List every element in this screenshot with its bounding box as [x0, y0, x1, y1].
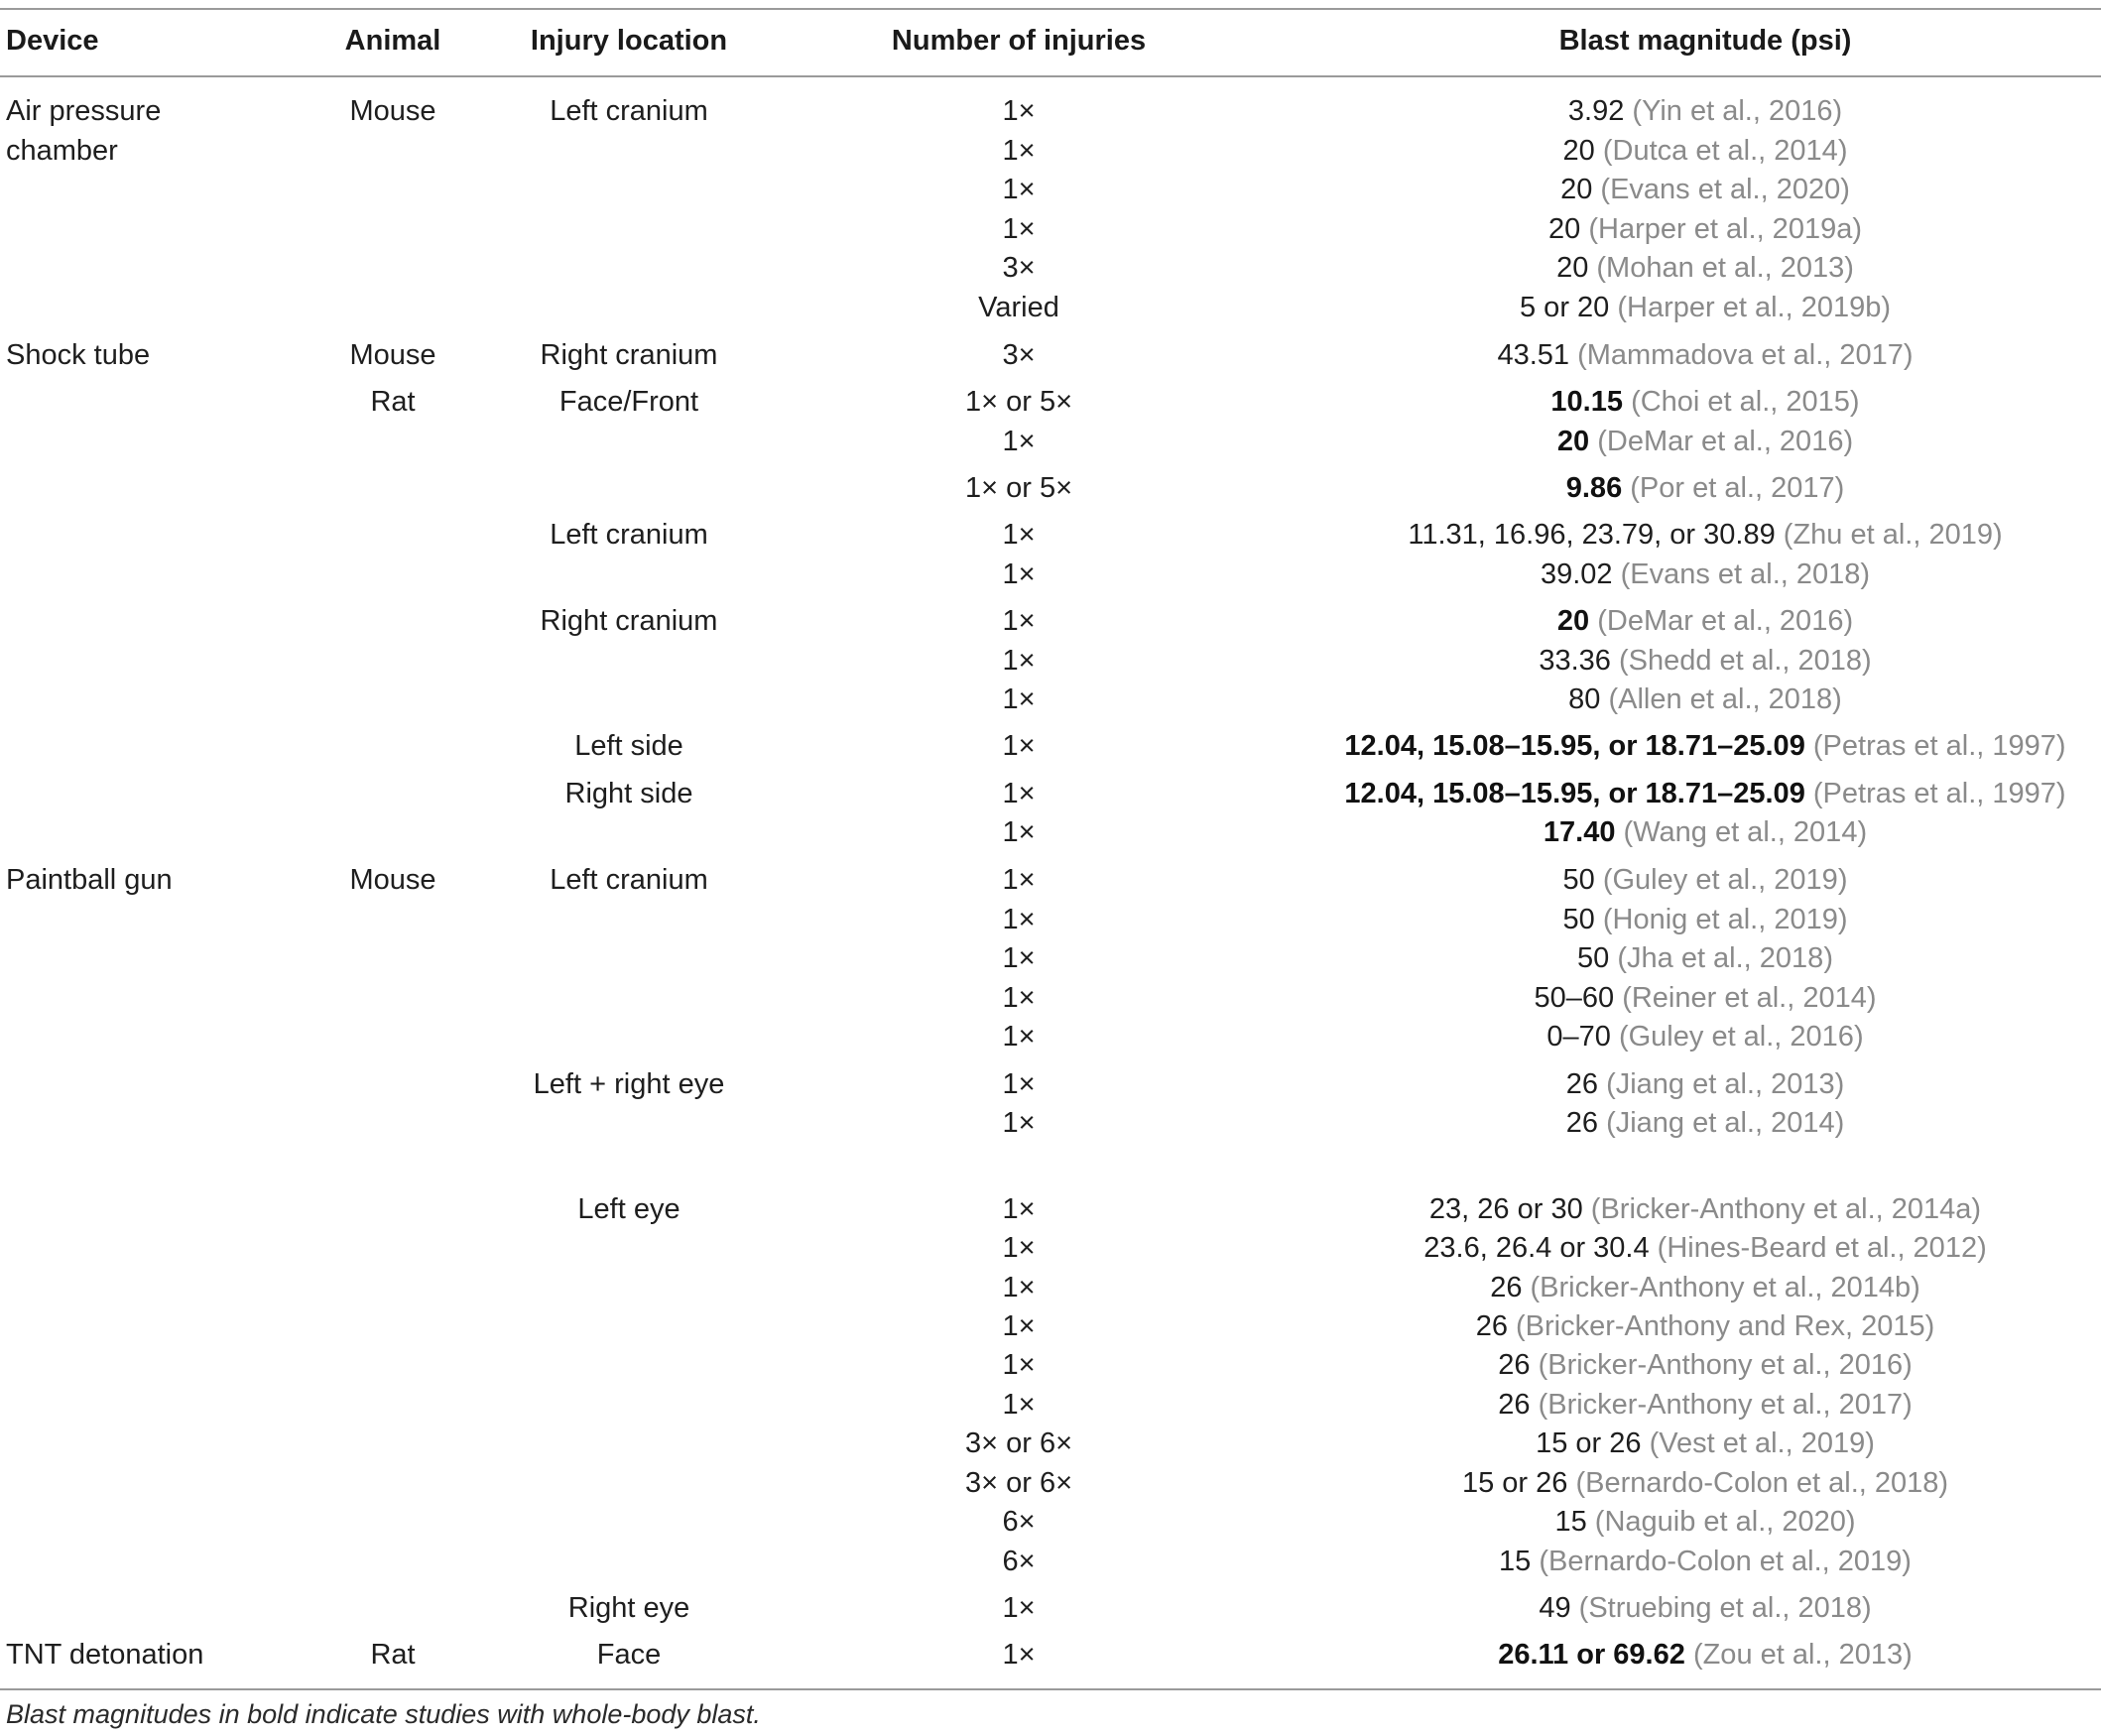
blast-value: 26 — [1565, 1107, 1598, 1139]
number-of-injuries-cell-text: 1× — [1002, 213, 1036, 245]
number-of-injuries-cell-text: Varied — [978, 292, 1059, 323]
number-of-injuries-cell-text: 1× — [1002, 1107, 1036, 1139]
blast-magnitude-content — [1534, 979, 1876, 1017]
blast-magnitude-content — [1557, 602, 1853, 640]
blast-magnitude-content — [1554, 1503, 1855, 1541]
blast-magnitude-content — [1344, 727, 2065, 765]
number-of-injuries-cell-text: 1× — [1002, 1021, 1036, 1053]
header-number-text: Number of injuries — [891, 25, 1147, 57]
citation-link[interactable]: (Bricker-Anthony and Rex, 2015) — [1516, 1310, 1935, 1342]
injury-location-cell-text: Left eye — [577, 1193, 680, 1225]
citation-link[interactable]: (Harper et al., 2019b) — [1617, 292, 1892, 323]
number-of-injuries-cell-text: 1× — [1002, 904, 1036, 935]
blast-value: 26.11 or 69.62 — [1498, 1639, 1685, 1671]
number-of-injuries-cell-text: 1× — [1002, 942, 1036, 974]
citation-link[interactable]: (Vest et al., 2019) — [1649, 1427, 1875, 1459]
animal-cell-text: Mouse — [349, 339, 436, 371]
blast-value: 50 — [1562, 904, 1595, 935]
blast-value: 43.51 — [1497, 339, 1570, 371]
number-of-injuries-cell-text: 6× — [1002, 1546, 1036, 1577]
table-header-rule — [0, 75, 2101, 77]
number-of-injuries-cell-text: 1× — [1002, 730, 1036, 762]
header-device: Device — [6, 25, 99, 57]
injury-location-cell-text: Left cranium — [550, 95, 708, 127]
number-of-injuries-cell-text: 1× — [1002, 816, 1036, 848]
injury-location-cell-text: Right side — [564, 778, 693, 809]
citation-link[interactable]: (DeMar et al., 2016) — [1597, 426, 1854, 457]
animal-cell-text: Mouse — [349, 95, 436, 127]
animal-cell-text: Mouse — [349, 864, 436, 896]
number-of-injuries-cell-text: 1× — [1002, 1592, 1036, 1624]
citation-link[interactable]: (Dutca et al., 2014) — [1602, 135, 1848, 167]
blast-value: 11.31, 16.96, 23.79, or 30.89 — [1408, 519, 1776, 551]
blast-value: 20 — [1548, 213, 1581, 245]
blast-value: 26 — [1490, 1272, 1523, 1303]
blast-magnitude-content — [1539, 1589, 1871, 1627]
blast-value: 3.92 — [1567, 95, 1625, 127]
citation-link[interactable]: (DeMar et al., 2016) — [1597, 605, 1854, 637]
citation-link[interactable]: (Por et al., 2017) — [1630, 472, 1845, 504]
blast-value: 15 or 26 — [1536, 1427, 1642, 1459]
blast-magnitude-content — [1408, 516, 2002, 554]
citation-link[interactable]: (Petras et al., 1997) — [1812, 730, 2066, 762]
blast-value: 50 — [1577, 942, 1610, 974]
blast-magnitude-content — [1557, 423, 1853, 460]
number-of-injuries-cell-text: 1× or 5× — [964, 472, 1073, 504]
citation-link[interactable]: (Bricker-Anthony et al., 2017) — [1538, 1389, 1913, 1421]
blast-value: 20 — [1560, 174, 1593, 205]
header-animal-text: Animal — [344, 25, 441, 57]
number-of-injuries-cell-text: 1× — [1002, 1310, 1036, 1342]
blast-value: 26 — [1498, 1389, 1531, 1421]
blast-magnitude-content — [1497, 336, 1913, 374]
device-cell: TNT detonation — [6, 1639, 204, 1671]
injury-location-cell-text: Left + right eye — [533, 1068, 725, 1100]
injury-location-cell-text: Right cranium — [540, 339, 718, 371]
number-of-injuries-cell-text: 6× — [1002, 1506, 1036, 1538]
number-of-injuries-cell-text: 1× — [1002, 778, 1036, 809]
blast-magnitude-content — [1560, 171, 1850, 208]
number-of-injuries-cell-text: 1× — [1002, 864, 1036, 896]
citation-link[interactable]: (Bernardo-Colon et al., 2019) — [1539, 1546, 1912, 1577]
citation-link[interactable]: (Bricker-Anthony et al., 2014a) — [1590, 1193, 1982, 1225]
blast-magnitude-content — [1566, 1104, 1845, 1142]
blast-value: 10.15 — [1550, 386, 1623, 418]
blast-magnitude-content — [1476, 1307, 1935, 1345]
blast-magnitude-content — [1563, 901, 1848, 938]
citation-link[interactable]: (Choi et al., 2015) — [1631, 386, 1860, 418]
blast-value: 15 — [1499, 1546, 1532, 1577]
blast-value: 9.86 — [1565, 472, 1623, 504]
blast-value: 33.36 — [1539, 645, 1611, 677]
table-bottom-rule — [0, 1688, 2101, 1690]
blast-magnitude-content — [1499, 1543, 1912, 1580]
blast-magnitude-content — [1536, 1425, 1875, 1462]
number-of-injuries-cell-text: 3× — [1002, 252, 1036, 284]
blast-magnitude-content — [1550, 383, 1859, 421]
header-injury-location-text: Injury location — [530, 25, 728, 57]
citation-link[interactable]: (Mohan et al., 2013) — [1596, 252, 1854, 284]
number-of-injuries-cell-text: 1× — [1002, 982, 1036, 1014]
blast-value: 26 — [1565, 1068, 1598, 1100]
device-cell: Air pressure — [6, 95, 162, 127]
blast-magnitude-content — [1563, 861, 1848, 899]
blast-value: 5 or 20 — [1520, 292, 1610, 323]
blast-magnitude-content — [1344, 775, 2065, 812]
citation-link[interactable]: (Evans et al., 2020) — [1600, 174, 1850, 205]
blast-value: 49 — [1539, 1592, 1571, 1624]
blast-value: 20 — [1556, 605, 1590, 637]
table-top-rule — [0, 8, 2101, 10]
injury-location-cell-text: Right cranium — [540, 605, 718, 637]
blast-magnitude-content — [1548, 210, 1862, 248]
citation-link[interactable]: (Guley et al., 2016) — [1618, 1021, 1864, 1053]
blast-value: 23, 26 or 30 — [1428, 1193, 1583, 1225]
blast-magnitude-content — [1498, 1346, 1913, 1384]
blast-value: 12.04, 15.08–15.95, or 18.71–25.09 — [1344, 778, 1805, 809]
citation-link[interactable]: (Naguib et al., 2020) — [1594, 1506, 1856, 1538]
blast-magnitude-content — [1563, 132, 1848, 170]
blast-magnitude-content — [1568, 681, 1842, 718]
blast-magnitude-content — [1568, 92, 1842, 130]
device-cell: Shock tube — [6, 339, 151, 371]
blast-value: 39.02 — [1540, 558, 1613, 590]
number-of-injuries-cell-text: 3× — [1002, 339, 1036, 371]
injury-location-cell-text: Left side — [574, 730, 683, 762]
blast-value: 12.04, 15.08–15.95, or 18.71–25.09 — [1344, 730, 1805, 762]
blast-value: 0–70 — [1546, 1021, 1611, 1053]
citation-link[interactable]: (Shedd et al., 2018) — [1618, 645, 1872, 677]
blast-magnitude-content — [1544, 813, 1867, 851]
device-cell: Paintball gun — [6, 864, 173, 896]
blast-magnitude-content — [1577, 939, 1833, 977]
citation-link[interactable]: (Petras et al., 1997) — [1812, 778, 2066, 809]
citation-link[interactable]: (Evans et al., 2018) — [1620, 558, 1871, 590]
number-of-injuries-cell-text: 1× — [1002, 519, 1036, 551]
number-of-injuries-cell-text: 1× — [1002, 1639, 1036, 1671]
citation-link[interactable]: (Mammadova et al., 2017) — [1577, 339, 1914, 371]
blast-value: 26 — [1498, 1349, 1531, 1381]
blast-value: 23.6, 26.4 or 30.4 — [1423, 1232, 1650, 1264]
citation-link[interactable]: (Harper et al., 2019a) — [1588, 213, 1862, 245]
blast-value: 26 — [1475, 1310, 1508, 1342]
number-of-injuries-cell-text: 1× — [1002, 645, 1036, 677]
blast-magnitude-content — [1546, 1018, 1863, 1055]
citation-link[interactable]: (Bernardo-Colon et al., 2018) — [1575, 1467, 1949, 1499]
blast-magnitude-content — [1556, 249, 1854, 287]
number-of-injuries-cell-text: 1× — [1002, 1193, 1036, 1225]
injury-location-cell-text: Left cranium — [550, 864, 708, 896]
number-of-injuries-cell-text: 1× — [1002, 683, 1036, 715]
number-of-injuries-cell-text: 1× — [1002, 95, 1036, 127]
blast-magnitude-content — [1498, 1386, 1913, 1424]
number-of-injuries-cell-text: 3× or 6× — [964, 1467, 1073, 1499]
number-of-injuries-cell-text: 1× — [1002, 558, 1036, 590]
number-of-injuries-cell-text: 1× — [1002, 1272, 1036, 1303]
citation-link[interactable]: (Wang et al., 2014) — [1623, 816, 1868, 848]
citation-link[interactable]: (Bricker-Anthony et al., 2014b) — [1530, 1272, 1920, 1303]
number-of-injuries-cell-text: 1× — [1002, 1232, 1036, 1264]
number-of-injuries-cell-text: 1× — [1002, 174, 1036, 205]
blast-magnitude-content — [1423, 1229, 1986, 1267]
blast-magnitude-content — [1541, 556, 1870, 593]
number-of-injuries-cell-text: 1× — [1002, 1068, 1036, 1100]
number-of-injuries-cell-text: 1× — [1002, 135, 1036, 167]
blast-value: 80 — [1568, 683, 1601, 715]
injury-location-cell-text: Right eye — [567, 1592, 690, 1624]
blast-value: 20 — [1562, 135, 1595, 167]
citation-link[interactable]: (Allen et al., 2018) — [1608, 683, 1842, 715]
number-of-injuries-cell-text: 1× — [1002, 1349, 1036, 1381]
blast-value: 50 — [1562, 864, 1595, 896]
blast-magnitude-content — [1498, 1636, 1913, 1674]
number-of-injuries-cell-text: 3× or 6× — [964, 1427, 1073, 1459]
blast-value: 20 — [1556, 426, 1590, 457]
citation-link[interactable]: (Hines-Beard et al., 2012) — [1657, 1232, 1987, 1264]
number-of-injuries-cell-text: 1× — [1002, 605, 1036, 637]
blast-magnitude-content — [1462, 1464, 1948, 1502]
injury-location-cell-text: Left cranium — [550, 519, 708, 551]
citation-link[interactable]: (Guley et al., 2019) — [1602, 864, 1848, 896]
blast-value: 15 — [1554, 1506, 1587, 1538]
citation-link[interactable]: (Jiang et al., 2013) — [1606, 1068, 1845, 1100]
citation-link[interactable]: (Bricker-Anthony et al., 2016) — [1538, 1349, 1913, 1381]
citation-link[interactable]: (Jiang et al., 2014) — [1606, 1107, 1845, 1139]
blast-magnitude-content — [1566, 1065, 1845, 1103]
citation-link[interactable]: (Zou et al., 2013) — [1692, 1639, 1913, 1671]
number-of-injuries-cell-text: 1× or 5× — [964, 386, 1073, 418]
injury-location-cell-text: Face/Front — [558, 386, 699, 418]
animal-cell-text: Rat — [370, 1639, 416, 1671]
citation-link[interactable]: (Yin et al., 2016) — [1632, 95, 1843, 127]
citation-link[interactable]: (Reiner et al., 2014) — [1622, 982, 1877, 1014]
animal-cell-text: Rat — [370, 386, 416, 418]
blast-magnitude-content — [1490, 1269, 1920, 1306]
blast-value: 50–60 — [1534, 982, 1615, 1014]
blast-magnitude-content — [1520, 289, 1891, 326]
blast-value: 17.40 — [1543, 816, 1616, 848]
blast-value: 15 or 26 — [1461, 1467, 1568, 1499]
citation-link[interactable]: (Zhu et al., 2019) — [1783, 519, 2003, 551]
citation-link[interactable]: (Jha et al., 2018) — [1617, 942, 1833, 974]
number-of-injuries-cell-text: 1× — [1002, 1389, 1036, 1421]
blast-magnitude-content — [1539, 642, 1871, 680]
blast-value: 20 — [1556, 252, 1589, 284]
injury-location-cell-text: Face — [596, 1639, 662, 1671]
device-cell: chamber — [6, 135, 118, 167]
citation-link[interactable]: (Struebing et al., 2018) — [1578, 1592, 1872, 1624]
citation-link[interactable]: (Honig et al., 2019) — [1602, 904, 1848, 935]
blast-magnitude-content — [1566, 469, 1845, 507]
table-footnote: Blast magnitudes in bold indicate studies with whole-body blast. — [6, 1699, 761, 1729]
blast-magnitude-content — [1429, 1190, 1981, 1228]
header-blast-text: Blast magnitude (psi) — [1558, 25, 1852, 57]
number-of-injuries-cell-text: 1× — [1002, 426, 1036, 457]
